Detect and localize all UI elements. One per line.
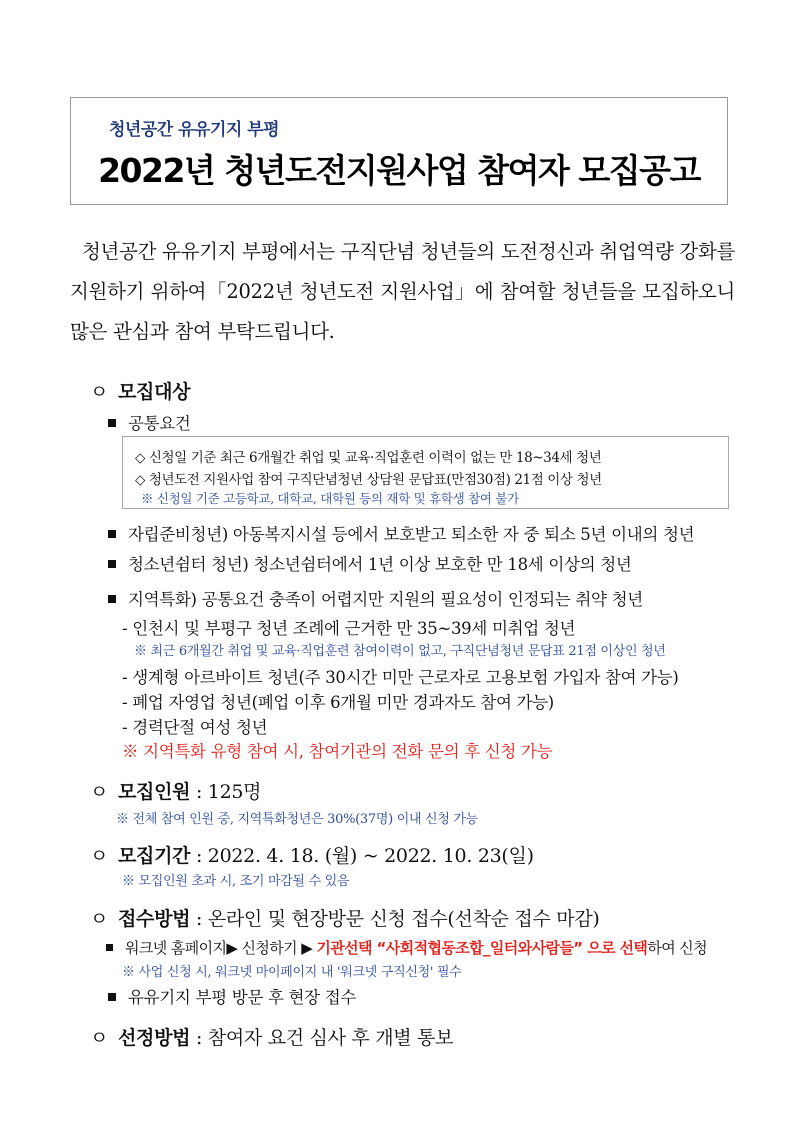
bullet-youth-shelter: 청소년쉼터 청년) 청소년쉼터에서 1년 이상 보호한 만 18세 이상의 청년 bbox=[108, 551, 632, 575]
bullet-square bbox=[108, 530, 116, 538]
requirement-note: ※ 신청일 기준 고등학교, 대학교, 대학원 등의 재학 및 휴학생 참여 불가 bbox=[141, 491, 519, 506]
selection-method: : 참여자 요건 심사 후 개별 통보 bbox=[190, 1027, 454, 1049]
common-requirements-label: 공통요건 bbox=[108, 410, 191, 434]
period-note: ※ 모집인원 초과 시, 조기 마감될 수 있음 bbox=[122, 874, 350, 889]
sub-item: - 경력단절 여성 청년 bbox=[122, 718, 268, 737]
section-target-heading bbox=[90, 377, 190, 404]
section-period-heading: ㅇ 모집기간 : 2022. 4. 18. (월) ~ 2022. 10. 23(일) bbox=[90, 845, 534, 867]
bullet-square bbox=[106, 944, 113, 951]
organization-subtitle: 청년공간 유유기지 부평 bbox=[109, 120, 280, 140]
bullet-square bbox=[108, 993, 116, 1001]
intro-text: 청년공간 유유기지 부평에서는 구직단념 청년들의 도전정신과 취업역량 강화를 지원하기 위하여「2022년 청년도전 지원사업」에 참여할 청년들을 모집하오니 많은 관심과 참여 부탁드립니다. bbox=[70, 240, 736, 343]
bullet-square bbox=[108, 419, 116, 427]
recruit-count: : 125명 bbox=[190, 781, 262, 803]
title-box bbox=[70, 97, 728, 205]
intro-paragraph bbox=[70, 232, 735, 352]
visit-application: 유유기지 부평 방문 후 현장 접수 bbox=[108, 984, 356, 1008]
recruit-period: : 2022. 4. 18. (월) ~ 2022. 10. 23(일) bbox=[190, 845, 534, 867]
common-requirements-box bbox=[122, 436, 729, 509]
section-method-heading: ㅇ 접수방법 : 온라인 및 현장방문 신청 접수(선착순 접수 마감) bbox=[90, 908, 600, 930]
page-title: 2022년 청년도전지원사업 참여자 모집공고 bbox=[98, 151, 700, 190]
bullet-self-reliance: 자립준비청년) 아동복지시설 등에서 보호받고 퇴소한 자 중 퇴소 5년 이내의 청년 bbox=[108, 521, 694, 545]
requirement-line: ◇ 신청일 기준 최근 6개월간 취업 및 교육·직업훈련 이력이 없는 만 18~34세 청년 bbox=[135, 450, 602, 466]
sub-item: - 생계형 아르바이트 청년(주 30시간 미만 근로자로 고용보험 가입자 참여 가능) bbox=[122, 668, 679, 687]
sub-item: - 폐업 자영업 청년(폐업 이후 6개월 미만 경과자도 참여 가능) bbox=[122, 693, 554, 712]
online-note: ※ 사업 신청 시, 워크넷 마이페이지 내 '워크넷 구직신청' 필수 bbox=[122, 965, 462, 980]
bullet-square bbox=[108, 560, 116, 568]
regional-warning: ※ 지역특화 유형 참여 시, 참여기관의 전화 문의 후 신청 가능 bbox=[122, 742, 553, 761]
sub-item: - 인천시 및 부평구 청년 조례에 근거한 만 35~39세 미취업 청년 bbox=[122, 619, 576, 638]
method-summary: : 온라인 및 현장방문 신청 접수(선착순 접수 마감) bbox=[190, 908, 600, 930]
section-selection-heading: ㅇ 선정방법 : 참여자 요건 심사 후 개별 통보 bbox=[90, 1027, 454, 1049]
sub-item-note: ※ 최근 6개월간 취업 및 교육·직업훈련 참여이력이 없고, 구직단념청년 문답표 21점 이상인 청년 bbox=[134, 644, 666, 659]
section-count-heading: ㅇ 모집인원 : 125명 bbox=[90, 781, 262, 803]
online-application: 워크넷 홈페이지▶ 신청하기 ▶ 기관선택 “사회적협동조합_일터와사람들” 으로 선택하여 신청 bbox=[106, 937, 707, 958]
agency-selection: 기관선택 “사회적협동조합_일터와사람들” 으로 선택 bbox=[316, 939, 648, 957]
section-marker: ㅇ bbox=[90, 381, 109, 403]
bullet-square bbox=[108, 595, 116, 603]
count-note: ※ 전체 참여 인원 중, 지역특화청년은 30%(37명) 이내 신청 가능 bbox=[116, 812, 478, 827]
bullet-regional: 지역특화) 공통요건 충족이 어렵지만 지원의 필요성이 인정되는 취약 청년 bbox=[108, 586, 643, 610]
requirement-line: ◇ 청년도전 지원사업 참여 구직단념청년 상담원 문답표(만점30점) 21점 이상 청년 bbox=[135, 472, 602, 488]
section-label: 모집대상 bbox=[118, 381, 191, 403]
